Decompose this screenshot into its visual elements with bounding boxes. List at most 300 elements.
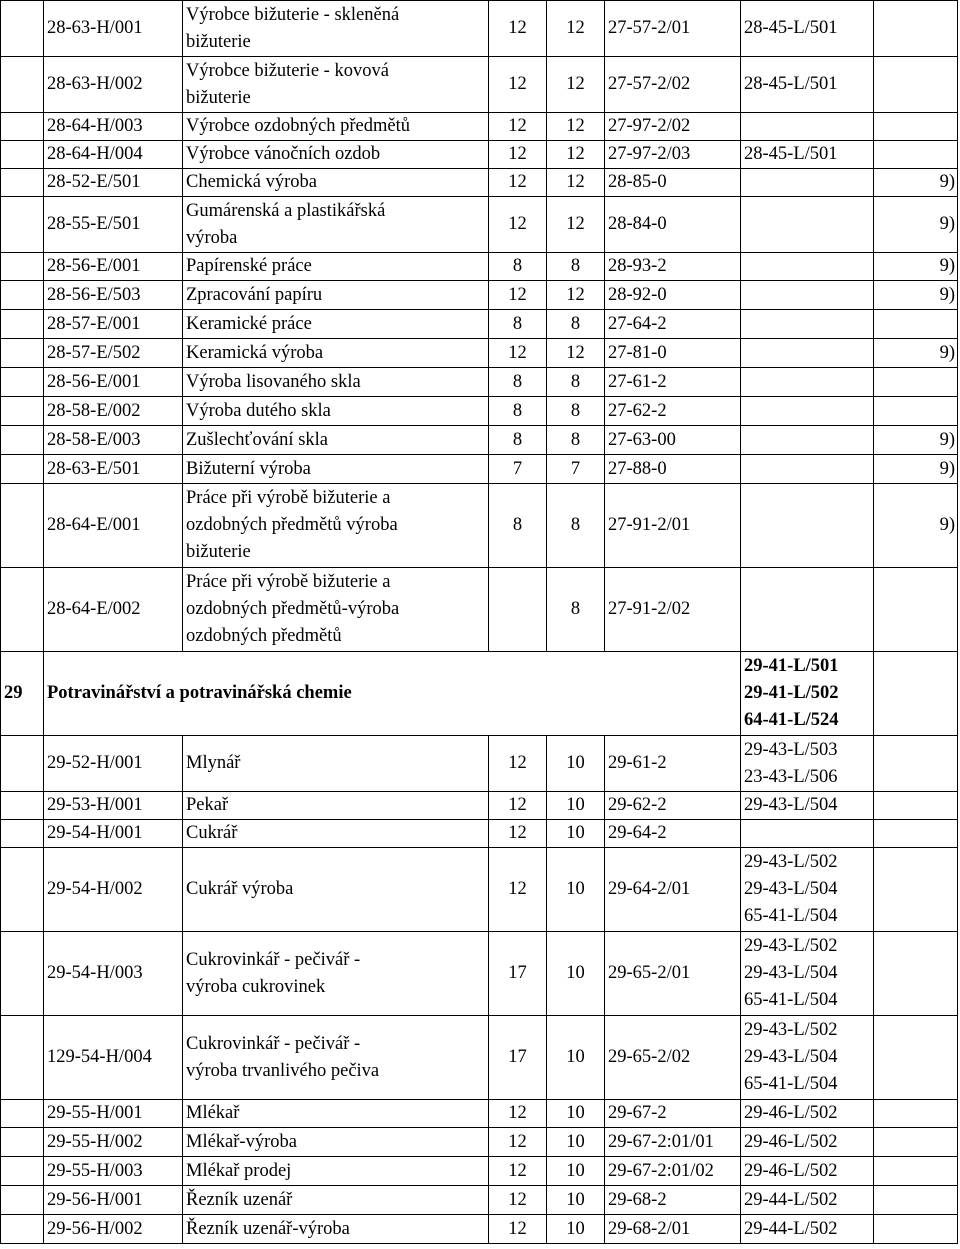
kkov-code: 27-81-0 [605,339,741,368]
note [874,1157,958,1186]
follow-up-codes [741,253,874,281]
kkov-code: 28-92-0 [605,281,741,310]
cell-line: 29-41-L/501 [744,656,839,676]
field-code: 29-52-H/001 [44,736,183,792]
section-number-cell [1,736,44,792]
value-b: 10 [547,792,605,820]
section-number-cell [1,455,44,484]
field-code: 28-57-E/502 [44,339,183,368]
cell-line: bižuterie [186,31,251,52]
kkov-code: 29-68-2 [605,1186,741,1215]
follow-up-codes [741,820,874,848]
follow-up-codes [741,848,874,932]
cell-line: Mlynář [186,753,241,773]
section-number-cell [1,1016,44,1100]
cell-line: Keramické práce [186,313,312,334]
section-follow-up-codes [741,652,874,736]
field-name [183,426,489,455]
kkov-code: 29-67-2 [605,1100,741,1128]
field-name [183,932,489,1016]
follow-up-codes [741,339,874,368]
section-number-cell [1,1128,44,1157]
field-code: 28-64-H/003 [44,113,183,141]
value-a: 12 [489,1,547,57]
kkov-code: 27-91-2/01 [605,484,741,568]
section-number-cell [1,1157,44,1186]
follow-up-codes [741,397,874,426]
cell-line: Cukrovinkář - pečivář - [186,1033,361,1054]
note [874,1,958,57]
cell-line: Gumárenská a plastikářská [186,200,386,221]
field-code: 28-63-H/001 [44,1,183,57]
field-code: 29-55-H/003 [44,1157,183,1186]
value-b: 10 [547,1100,605,1128]
kkov-code: 27-57-2/02 [605,57,741,113]
field-name [183,253,489,281]
cell-line: Zušlechťování skla [186,429,328,450]
section-number-cell [1,57,44,113]
follow-up-codes [741,310,874,339]
kkov-code: 27-62-2 [605,397,741,426]
value-b: 8 [547,426,605,455]
value-a: 12 [489,1215,547,1244]
section-number-cell [1,932,44,1016]
note [874,1016,958,1100]
section-number-cell [1,1,44,57]
cell-line: Práce při výrobě bižuterie a [186,572,391,592]
cell-line: Výroba lisovaného skla [186,371,361,392]
value-a: 12 [489,113,547,141]
cell-line: bižuterie [186,542,251,562]
kkov-code: 29-67-2:01/02 [605,1157,741,1186]
value-b: 8 [547,397,605,426]
cell-line: ozdobných předmětů výroba [186,515,398,535]
table-row [1,1016,958,1100]
kkov-code: 29-65-2/01 [605,932,741,1016]
kkov-code: 28-85-0 [605,169,741,197]
value-a: 12 [489,339,547,368]
field-name [183,1186,489,1215]
kkov-code: 29-68-2/01 [605,1215,741,1244]
table-row [1,1,958,57]
cell-line: 65-41-L/504 [744,906,838,926]
value-b: 12 [547,57,605,113]
cell-line: bižuterie [186,87,251,108]
field-name [183,792,489,820]
table-row [1,848,958,932]
section-number-cell [1,568,44,652]
value-a [489,568,547,652]
value-a: 12 [489,169,547,197]
cell-line: 64-41-L/524 [744,710,839,730]
section-title: Potravinářství a potravinářská chemie [44,652,741,736]
value-b: 12 [547,281,605,310]
cell-line: 29-46-L/502 [744,1160,838,1181]
section-number-cell [1,310,44,339]
kkov-code: 29-65-2/02 [605,1016,741,1100]
section-number-cell [1,113,44,141]
table-row [1,1186,958,1215]
value-b: 12 [547,113,605,141]
table-row [1,197,958,253]
follow-up-codes [741,57,874,113]
value-b: 8 [547,310,605,339]
cell-line: Výroba dutého skla [186,400,331,421]
field-name [183,1016,489,1100]
field-code: 28-56-E/001 [44,368,183,397]
field-name [183,484,489,568]
table-row [1,1157,958,1186]
note: 9) [874,339,958,368]
field-name [183,310,489,339]
field-code: 29-56-H/001 [44,1186,183,1215]
cell-line: Keramická výroba [186,342,324,363]
follow-up-codes [741,736,874,792]
cell-line: Chemická výroba [186,172,317,192]
follow-up-codes [741,1215,874,1244]
section-number-cell [1,197,44,253]
value-a: 12 [489,1128,547,1157]
value-a: 8 [489,484,547,568]
cell-line: Výrobce bižuterie - kovová [186,60,389,81]
field-code: 28-63-H/002 [44,57,183,113]
section-number-cell [1,253,44,281]
cell-line: Mlékař-výroba [186,1131,297,1152]
field-code: 29-54-H/002 [44,848,183,932]
table-row [1,113,958,141]
section-header-row [1,652,958,736]
note [874,820,958,848]
cell-line: výroba cukrovinek [186,976,326,997]
cell-line: 29-43-L/504 [744,879,838,899]
follow-up-codes [741,113,874,141]
field-name [183,281,489,310]
field-name [183,368,489,397]
field-name [183,141,489,169]
value-b: 10 [547,1016,605,1100]
field-code: 28-63-E/501 [44,455,183,484]
cell-line: Výrobce ozdobných předmětů [186,116,410,136]
table-row [1,1100,958,1128]
table-row [1,57,958,113]
cell-line: 29-46-L/502 [744,1131,838,1152]
cell-line: ozdobných předmětů [186,626,342,646]
follow-up-codes [741,1100,874,1128]
value-b: 10 [547,736,605,792]
field-code: 29-56-H/002 [44,1215,183,1244]
field-name [183,397,489,426]
value-a: 8 [489,253,547,281]
kkov-code: 29-61-2 [605,736,741,792]
field-code: 29-53-H/001 [44,792,183,820]
section-number-cell [1,281,44,310]
value-a: 12 [489,141,547,169]
follow-up-codes [741,484,874,568]
note [874,848,958,932]
field-name [183,57,489,113]
section-number-cell [1,1100,44,1128]
cell-line: Bižuterní výroba [186,458,311,479]
note [874,1215,958,1244]
note [874,1128,958,1157]
follow-up-codes [741,169,874,197]
cell-line: 29-44-L/502 [744,1218,838,1239]
table-row [1,932,958,1016]
field-name [183,169,489,197]
follow-up-codes [741,141,874,169]
field-name [183,455,489,484]
note: 9) [874,169,958,197]
section-number-cell [1,848,44,932]
section-number-cell [1,141,44,169]
value-a: 12 [489,1186,547,1215]
field-code: 129-54-H/004 [44,1016,183,1100]
cell-line: Cukrovinkář - pečivář - [186,949,361,970]
table-row [1,426,958,455]
value-a: 8 [489,397,547,426]
note [874,397,958,426]
value-b: 10 [547,932,605,1016]
follow-up-codes [741,1157,874,1186]
value-a: 12 [489,281,547,310]
note: 9) [874,426,958,455]
value-b: 10 [547,848,605,932]
note: 9) [874,455,958,484]
note [874,736,958,792]
value-b: 8 [547,484,605,568]
field-name [183,1157,489,1186]
field-code: 28-52-E/501 [44,169,183,197]
cell-line: Pekař [186,795,229,815]
follow-up-codes [741,1,874,57]
field-code: 28-57-E/001 [44,310,183,339]
table-row [1,169,958,197]
field-code: 28-64-E/002 [44,568,183,652]
cell-line: Řezník uzenář [186,1189,293,1210]
value-a: 12 [489,197,547,253]
table-body [1,1,958,1244]
follow-up-codes [741,932,874,1016]
section-number-cell [1,339,44,368]
kkov-code: 27-97-2/03 [605,141,741,169]
note [874,932,958,1016]
cell-line: Papírenské práce [186,256,312,276]
value-b: 10 [547,1157,605,1186]
field-code: 28-58-E/003 [44,426,183,455]
field-code: 28-55-E/501 [44,197,183,253]
value-a: 12 [489,792,547,820]
value-a: 12 [489,736,547,792]
value-a: 8 [489,426,547,455]
follow-up-codes [741,792,874,820]
note: 9) [874,484,958,568]
table-row [1,310,958,339]
section-number-cell [1,1215,44,1244]
kkov-code: 28-93-2 [605,253,741,281]
section-number-cell [1,397,44,426]
note [874,1100,958,1128]
cell-line: 29-43-L/504 [744,963,838,983]
value-a: 12 [489,1100,547,1128]
follow-up-codes [741,1186,874,1215]
note [874,792,958,820]
cell-line: 29-44-L/502 [744,1189,838,1210]
kkov-code: 27-63-00 [605,426,741,455]
table-row [1,568,958,652]
value-a: 8 [489,310,547,339]
field-name [183,113,489,141]
field-code: 28-64-H/004 [44,141,183,169]
cell-line: Mlékař prodej [186,1160,292,1181]
field-code: 29-54-H/001 [44,820,183,848]
table-row [1,736,958,792]
value-b: 7 [547,455,605,484]
follow-up-codes [741,455,874,484]
cell-line: Výrobce vánočních ozdob [186,144,381,164]
kkov-code: 27-91-2/02 [605,568,741,652]
note [874,368,958,397]
kkov-code: 29-67-2:01/01 [605,1128,741,1157]
field-code: 28-64-E/001 [44,484,183,568]
section-number-cell [1,1186,44,1215]
cell-line: 29-43-L/504 [744,1047,838,1067]
value-b: 12 [547,169,605,197]
field-code: 28-56-E/503 [44,281,183,310]
field-name [183,1100,489,1128]
value-b: 8 [547,368,605,397]
value-b: 8 [547,568,605,652]
field-code: 28-58-E/002 [44,397,183,426]
note [874,568,958,652]
cell-line: ozdobných předmětů-výroba [186,599,400,619]
cell-line: Výrobce bižuterie - skleněná [186,4,400,25]
follow-up-codes [741,1016,874,1100]
table-row [1,253,958,281]
cell-line: 65-41-L/504 [744,1074,838,1094]
note: 9) [874,281,958,310]
value-a: 12 [489,820,547,848]
cell-line: Řezník uzenář-výroba [186,1218,350,1239]
note: 9) [874,197,958,253]
table-row [1,484,958,568]
note [874,652,958,736]
follow-up-codes [741,197,874,253]
table-row [1,368,958,397]
kkov-code: 28-84-0 [605,197,741,253]
kkov-code: 27-97-2/02 [605,113,741,141]
section-number-cell [1,792,44,820]
cell-line: 28-45-L/501 [744,74,838,94]
kkov-code: 27-57-2/01 [605,1,741,57]
value-a: 12 [489,57,547,113]
follow-up-codes [741,281,874,310]
value-b: 8 [547,253,605,281]
field-code: 29-55-H/001 [44,1100,183,1128]
field-name [183,1,489,57]
note [874,1186,958,1215]
table-row [1,281,958,310]
section-number-cell [1,484,44,568]
field-name [183,339,489,368]
table-row [1,1215,958,1244]
cell-line: 65-41-L/504 [744,990,838,1010]
field-name [183,736,489,792]
value-b: 12 [547,339,605,368]
follow-up-codes [741,568,874,652]
value-a: 12 [489,848,547,932]
note: 9) [874,253,958,281]
table-row [1,820,958,848]
value-a: 17 [489,1016,547,1100]
table-row [1,339,958,368]
cell-line: Práce při výrobě bižuterie a [186,488,391,508]
section-number-cell [1,820,44,848]
field-code: 29-55-H/002 [44,1128,183,1157]
kkov-code: 29-64-2 [605,820,741,848]
value-a: 7 [489,455,547,484]
cell-line: 29-43-L/502 [744,936,838,956]
field-name [183,568,489,652]
section-number: 29 [1,652,44,736]
table-row [1,792,958,820]
note [874,310,958,339]
follow-up-codes [741,426,874,455]
value-a: 12 [489,1157,547,1186]
field-code: 28-56-E/001 [44,253,183,281]
kkov-code: 27-61-2 [605,368,741,397]
cell-line: 29-46-L/502 [744,1103,838,1123]
field-name [183,848,489,932]
field-name [183,1215,489,1244]
table-row [1,1128,958,1157]
field-name [183,1128,489,1157]
cell-line: 23-43-L/506 [744,766,838,787]
field-code: 29-54-H/003 [44,932,183,1016]
section-number-cell [1,169,44,197]
value-b: 12 [547,141,605,169]
note [874,57,958,113]
cell-line: Cukrář [186,823,238,843]
field-name [183,197,489,253]
value-b: 12 [547,1,605,57]
table-row [1,141,958,169]
value-b: 10 [547,1186,605,1215]
value-b: 10 [547,1215,605,1244]
cell-line: 28-45-L/501 [744,18,838,38]
table-row [1,397,958,426]
follow-up-codes [741,368,874,397]
value-b: 10 [547,820,605,848]
cell-line: Zpracování papíru [186,284,323,305]
cell-line: 29-43-L/504 [744,795,838,815]
section-number-cell [1,368,44,397]
cell-line: výroba [186,227,238,248]
cell-line: 29-43-L/502 [744,1020,838,1040]
cell-line: Cukrář výroba [186,879,294,899]
cell-line: Mlékař [186,1103,240,1123]
value-b: 12 [547,197,605,253]
value-a: 17 [489,932,547,1016]
kkov-code: 27-64-2 [605,310,741,339]
value-b: 10 [547,1128,605,1157]
note [874,113,958,141]
section-number-cell [1,426,44,455]
cell-line: 28-45-L/501 [744,144,838,164]
kkov-code: 29-64-2/01 [605,848,741,932]
field-name [183,820,489,848]
note [874,141,958,169]
kkov-code: 29-62-2 [605,792,741,820]
